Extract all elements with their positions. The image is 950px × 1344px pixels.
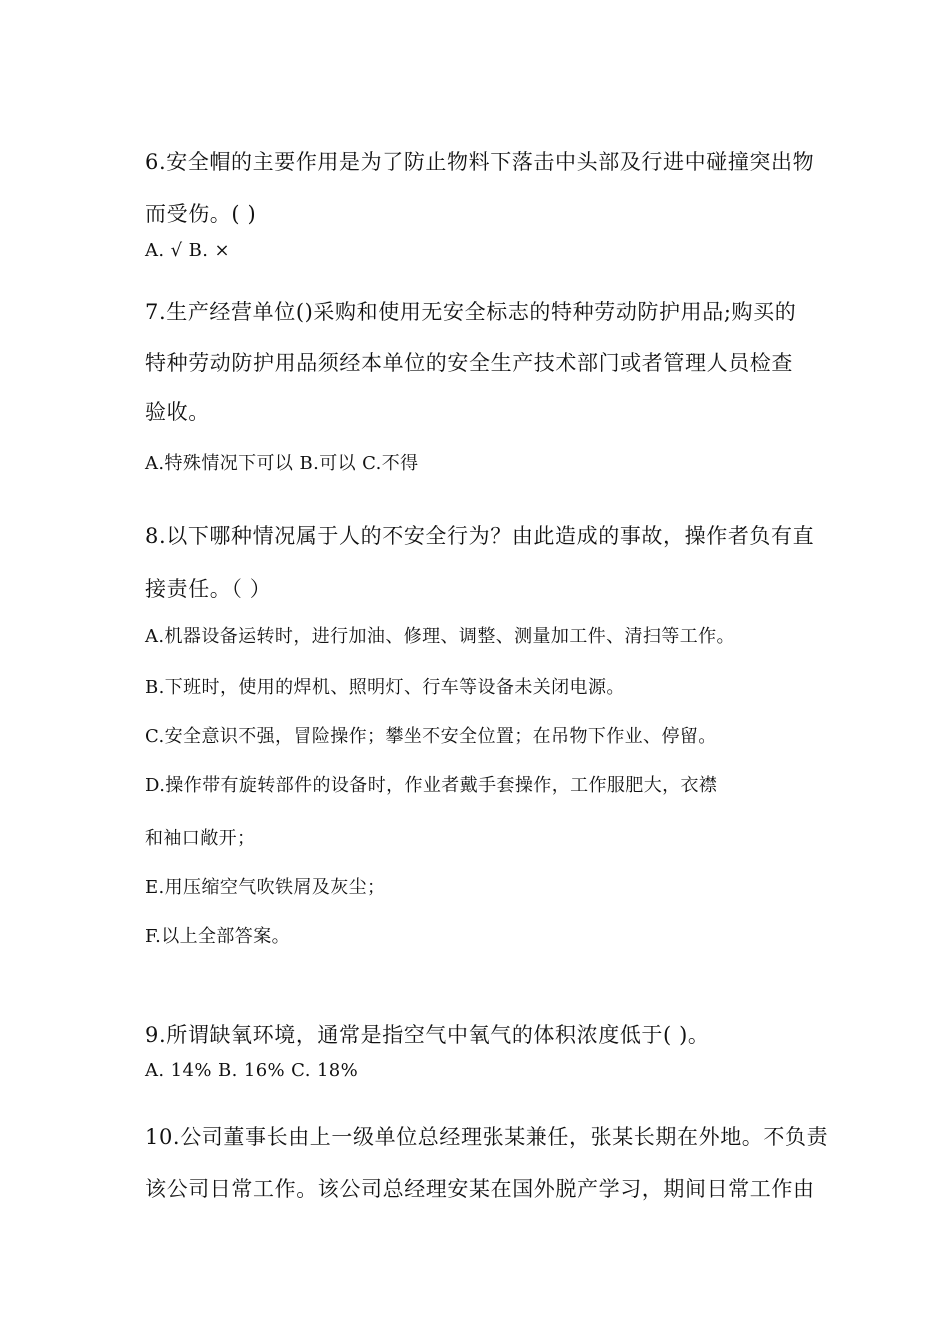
q8-option-c: C.安全意识不强，冒险操作；攀坐不安全位置；在吊物下作业、停留。 xyxy=(145,726,717,747)
q8-text-line-2: 接责任。（ ） xyxy=(145,577,272,601)
q8-option-f: F.以上全部答案。 xyxy=(145,926,291,947)
q8-option-d-line-2: 和袖口敞开； xyxy=(145,828,256,849)
q7-text-line-2: 特种劳动防护用品须经本单位的安全生产技术部门或者管理人员检查 xyxy=(145,351,793,375)
q6-options: A. √ B. × xyxy=(145,240,230,261)
q8-option-d-line-1: D.操作带有旋转部件的设备时，作业者戴手套操作，工作服肥大，衣襟 xyxy=(145,775,718,796)
q7-text-line-3: 验收。 xyxy=(145,400,210,424)
q9-options: A. 14% B. 16% C. 18% xyxy=(145,1060,359,1081)
q7-text-line-1: 7.生产经营单位()采购和使用无安全标志的特种劳动防护用品;购买的 xyxy=(145,300,797,324)
q10-text-line-2: 该公司日常工作。该公司总经理安某在国外脱产学习，期间日常工作由 xyxy=(145,1177,815,1201)
q10-text-line-1: 10.公司董事长由上一级单位总经理张某兼任，张某长期在外地。不负责 xyxy=(145,1125,829,1149)
q6-text-line-1: 6.安全帽的主要作用是为了防止物料下落击中头部及行进中碰撞突出物 xyxy=(145,150,815,174)
q8-option-e: E.用压缩空气吹铁屑及灰尘； xyxy=(145,877,386,898)
q7-options: A.特殊情况下可以 B.可以 C.不得 xyxy=(145,453,419,474)
q6-text-line-2: 而受伤。( ) xyxy=(145,202,257,226)
q8-text-line-1: 8.以下哪种情况属于人的不安全行为？由此造成的事故，操作者负有直 xyxy=(145,524,815,548)
q8-option-b: B.下班时，使用的焊机、照明灯、行车等设备未关闭电源。 xyxy=(145,677,625,698)
q9-text-line-1: 9.所谓缺氧环境，通常是指空气中氧气的体积浓度低于( )。 xyxy=(145,1023,710,1047)
q8-option-a: A.机器设备运转时，进行加油、修理、调整、测量加工件、清扫等工作。 xyxy=(145,626,735,647)
